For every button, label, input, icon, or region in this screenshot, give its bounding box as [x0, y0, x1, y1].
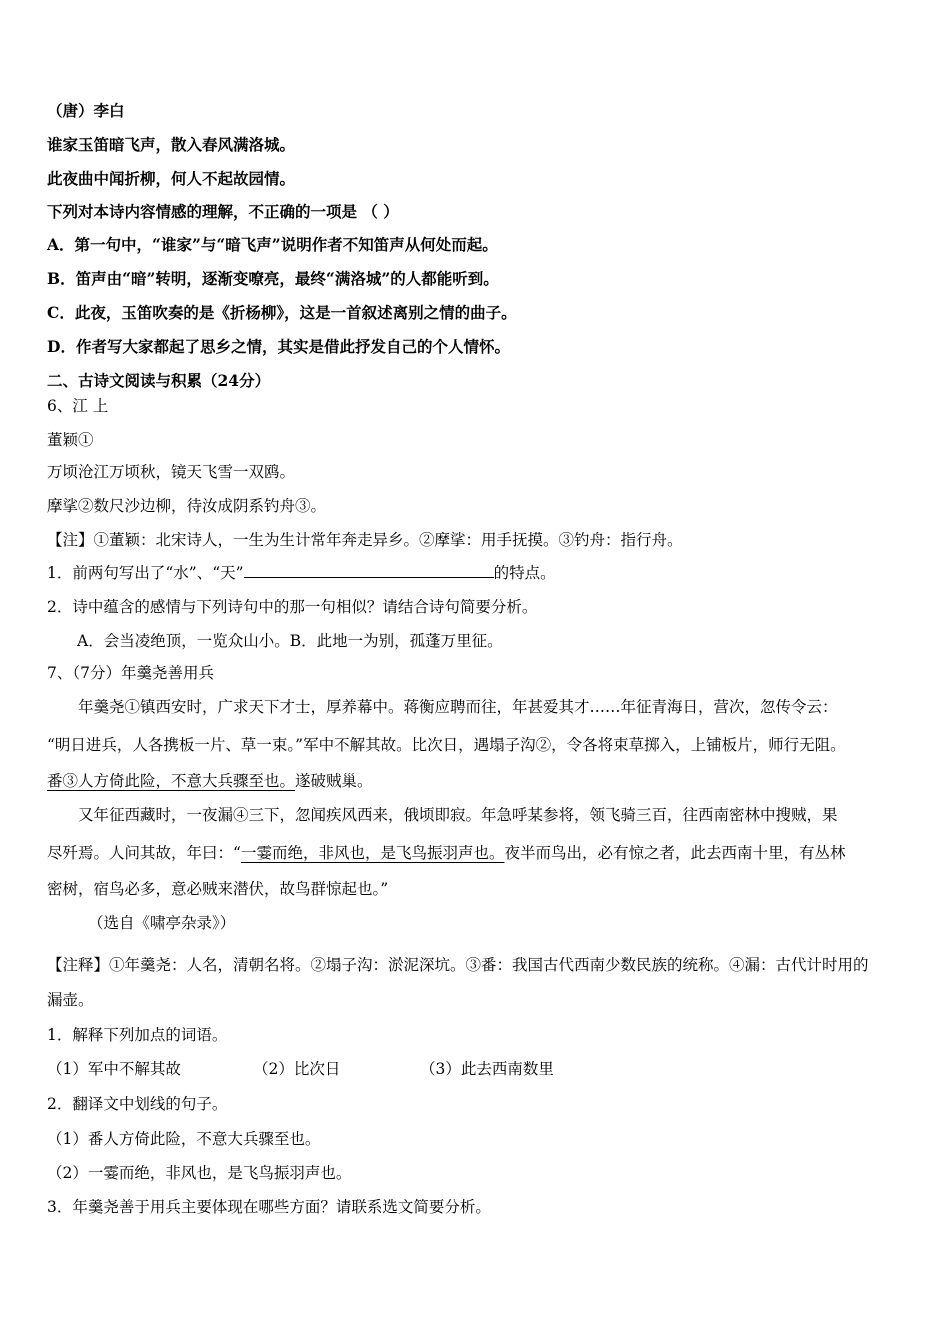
- q6-title: 6、江 上: [47, 397, 109, 415]
- translate-item: （1）番人方倚此险，不意大兵骤至也。: [47, 1130, 321, 1148]
- note: 【注释】①年羹尧：人名，清朝名将。②塌子沟：淤泥深坑。③番：我国古代西南少数民族的统称。④漏：古代计时用的: [47, 956, 869, 974]
- question-text: 1．前两句写出了“水”、“天”: [47, 564, 244, 582]
- question: 下列对本诗内容情感的理解，不正确的一项是 （ ）: [47, 202, 399, 221]
- note: 【注】①董颖：北宋诗人，一生为生计常年奔走异乡。②摩挲：用手抚摸。③钓舟：指行舟。: [47, 531, 683, 549]
- word-item: （3）此去西南数里: [420, 1060, 554, 1078]
- poem-author: （唐）李白: [47, 101, 125, 120]
- question-text: 的特点。: [493, 564, 556, 582]
- option-d: D．作者写大家都起了思乡之情，其实是借此抒发自己的个人情怀。: [47, 337, 510, 356]
- poem-line: 此夜曲中闻折柳，何人不起故园情。: [47, 169, 296, 188]
- answer-blank[interactable]: [244, 563, 494, 578]
- text: 遂破贼巢。: [295, 772, 373, 790]
- option-b: B．笛声由“暗”转明，逐渐变嘹亮，最终“满洛城”的人都能听到。: [47, 269, 499, 288]
- paragraph-line: 年羹尧①镇西安时，广求天下才士，厚养幕中。蒋衡应聘而往，年甚爱其才……年征青海日，营次，忽传令云：: [78, 698, 838, 716]
- paragraph-line: [47, 771, 373, 791]
- option-c: C．此夜，玉笛吹奏的是《折杨柳》，这是一首叙述离别之情的曲子。: [47, 303, 517, 322]
- paragraph-line: 又年征西藏时，一夜漏④三下，忽闻疾风西来，俄顷即寂。年急呼某参将，领飞骑三百，往西南密林中搜贼，果: [78, 806, 838, 824]
- text: 尽歼焉。人问其故，年曰：“: [47, 844, 241, 862]
- q6-question-2: 2．诗中蕴含的感情与下列诗句中的那一句相似？请结合诗句简要分析。: [47, 598, 538, 616]
- word-item: （1）军中不解其故: [47, 1060, 181, 1078]
- text: 夜半而鸟出，必有惊之者，此去西南十里，有丛林: [504, 844, 846, 862]
- note: 漏壶。: [47, 991, 94, 1009]
- paragraph-line: 密树，宿鸟必多，意必贼来潜伏，故鸟群惊起也。”: [47, 880, 389, 898]
- poem-line: 谁家玉笛暗飞声，散入春风满洛城。: [47, 135, 296, 154]
- paragraph-line: [47, 843, 845, 863]
- option-a: A．第一句中，“谁家”与“暗飞声”说明作者不知笛声从何处而起。: [47, 235, 498, 254]
- q6-options: A．会当凌绝顶，一览众山小。B．此地一为别，孤蓬万里征。: [77, 632, 503, 650]
- q7-question-1: 1．解释下列加点的词语。: [47, 1026, 228, 1044]
- q7-question-2: 2．翻译文中划线的句子。: [47, 1095, 228, 1113]
- word-item: （2）比次日: [253, 1060, 341, 1078]
- section-heading: 二、古诗文阅读与积累（24分）: [47, 371, 271, 390]
- q7-title: 7、（7分）年羹尧善用兵: [47, 664, 214, 682]
- paragraph-line: “明日进兵，人各携板一片、草一束。”军中不解其故。比次日，遇塌子沟②，令各将束草掷入，上铺板片，师行无阻。: [47, 736, 846, 754]
- q6-question-1: [47, 563, 556, 583]
- source: （选自《啸亭杂录》）: [88, 914, 236, 932]
- poem-line: 万顷沧江万顷秋，镜天飞雪一双鸥。: [47, 463, 296, 481]
- underlined-sentence: 番③人方倚此险，不意大兵骤至也。: [47, 772, 296, 790]
- poem-author: 董颖①: [47, 431, 94, 449]
- underlined-sentence: 一霎而绝，非风也，是飞鸟振羽声也。: [240, 844, 505, 862]
- poem-line: 摩挲②数尺沙边柳，待汝成阴系钓舟③。: [47, 497, 327, 515]
- translate-item: （2）一霎而绝，非风也，是飞鸟振羽声也。: [47, 1164, 352, 1182]
- q7-question-3: 3．年羹尧善于用兵主要体现在哪些方面？请联系选文简要分析。: [47, 1198, 491, 1216]
